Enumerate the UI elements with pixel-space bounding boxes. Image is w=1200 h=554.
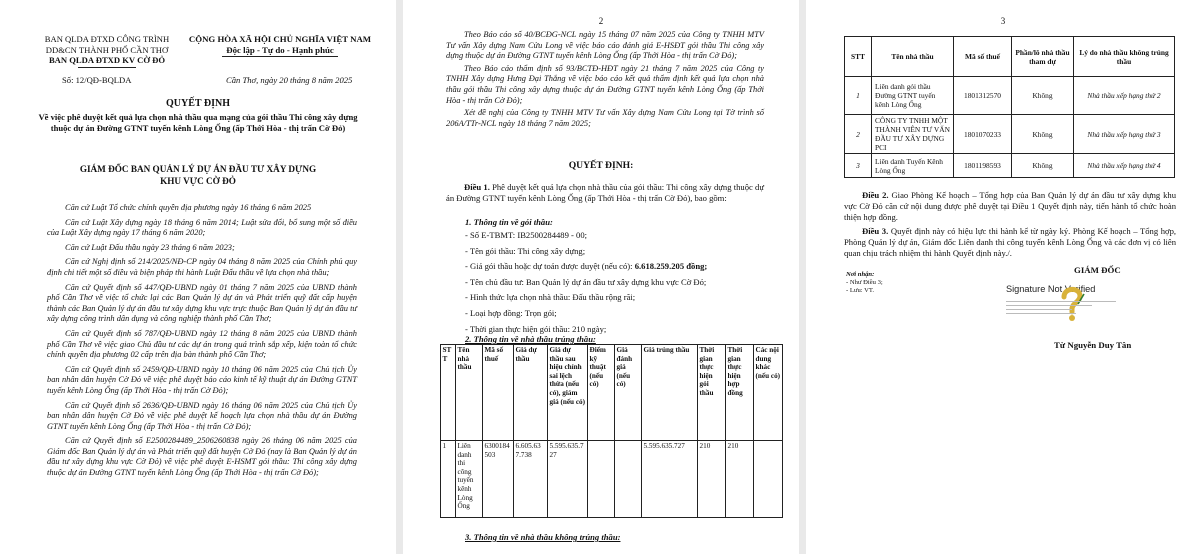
package-info-line: - Loại hợp đồng: Trọn gói; (465, 307, 557, 318)
national-title: CỘNG HÒA XÃ HỘI CHỦ NGHĨA VIỆT NAM (188, 34, 372, 44)
cell-reason: Nhà thầu xếp hạng thứ 4 (1074, 154, 1175, 178)
table-row (845, 154, 1175, 178)
ground-item: Căn cứ Quyết định số 2459/QĐ-UBND ngày 10 tháng 06 năm 2025 của Chủ tịch Ủy ban nhân dân huyện Cờ Đỏ về việc phê duyệt báo cáo kinh tế kỹ thuật dự án Đường GTNT tuyến kênh Lòng Ống (ấp Thới Hòa - thị trấn Cờ Đỏ); (47, 364, 357, 395)
winner-table (440, 344, 783, 518)
digital-signature-stamp (1006, 284, 1136, 328)
agency-line-3: BAN QLDA ĐTXD KV CỜ ĐỎ (48, 55, 166, 65)
issuing-authority: GIÁM ĐỐC BAN QUẢN LÝ DỰ ÁN ĐẦU TƯ XÂY DỰNG KHU VỰC CỜ ĐỎ (79, 164, 317, 186)
col-header-name: Tên nhà thầu (872, 37, 954, 77)
document-page-1 (0, 0, 396, 554)
cell-evaluated (615, 441, 642, 518)
document-subtitle: Về việc phê duyệt kết quả lựa chọn nhà thầu qua mạng của gói thầu Thi công xây dựng thuộc dự án Đường GTNT tuyến kênh Lòng Ống (ấp Thới Hòa - thị trấn Cờ Đỏ) (38, 112, 358, 133)
cell-stt: 1 (845, 77, 872, 115)
signature-status: Signature Not Verified (1006, 284, 1096, 294)
package-info (465, 230, 765, 335)
signer-title: GIÁM ĐỐC (1074, 265, 1121, 275)
ground-item: Căn cứ Quyết định số 447/QĐ-UBND ngày 01 tháng 7 năm 2025 của UBND thành phố Cần Thơ về việc tổ chức lại các Ban Quản lý dự án và Phát triển quỹ đất cấp huyện thành các Ban Quản lý dự án đầu tư xây dựng khu vực trực thuộc Ban Quản lý dự án đầu tư xây dựng công trình dân dụng và công nghiệp thành phố Cần Thơ; (47, 282, 357, 324)
recipients-label: Nơi nhận: (846, 271, 875, 278)
table-row (441, 441, 783, 518)
article-3-label: Điều 3. (862, 226, 889, 236)
agency-underline (78, 67, 136, 68)
report-paragraph: Theo Báo cáo thẩm định số 93/BCTĐ-HĐT ngày 21 tháng 7 năm 2025 của Công ty TNHH Xây dựng Hưng Đại Thắng về việc báo cáo kết quả thẩm định kết quả lựa chọn nhà thầu gói thầu Thi công xây dựng thuộc dự án Đường GTNT tuyến kênh Lòng Ống (ấp Thới Hòa - thị trấn Cờ Đỏ); (446, 63, 764, 105)
col-header-winning: Giá trúng thầu (642, 345, 698, 441)
ground-item: Căn cứ Nghị định số 214/2025/NĐ-CP ngày 04 tháng 8 năm 2025 của Chính phủ quy định chi tiết một số điều và biện pháp thi hành Luật Đấu thầu về lựa chọn nhà thầu; (47, 257, 357, 277)
cell-reason: Nhà thầu xếp hạng thứ 2 (1074, 77, 1175, 115)
col-header-evaluated: Giá đánh giá (nếu có) (615, 345, 642, 441)
section-2-heading: 2. Thông tin về nhà thầu trúng thầu: (465, 334, 596, 344)
article-2-label: Điều 2. (862, 190, 889, 200)
cell-lot: Không (1012, 77, 1074, 115)
cell-name: Liên danh gói thầu Đường GTNT tuyến kênh Lòng Ống (872, 77, 954, 115)
motto-underline (222, 56, 338, 57)
ground-item: Căn cứ Luật Xây dựng ngày 18 tháng 6 năm 2014; Luật sửa đổi, bổ sung một số điều của Luật Xây dựng ngày 17 tháng 6 năm 2020; (47, 217, 357, 238)
col-header-package-time: Thời gian thực hiện gói thầu (698, 345, 726, 441)
col-header-stt: ST T (441, 345, 456, 441)
national-header (174, 34, 386, 55)
article-1-text: Phê duyệt kết quả lựa chọn nhà thầu của gói thầu: Thi công xây dựng thuộc dự án Đường GTNT tuyến kênh Lòng Ống (ấp Thới Hòa - thị trấn Cờ Đỏ), bao gồm: (446, 182, 764, 203)
document-page-3 (806, 0, 1200, 554)
winner-table-header (441, 345, 783, 441)
recipient-item: - Lưu: VT. (846, 287, 875, 294)
signature-details-lines (1006, 298, 1132, 317)
cell-tax: 1801198593 (954, 154, 1012, 178)
package-info-line: - Thời gian thực hiện gói thầu: 210 ngày; (465, 323, 607, 334)
page-number: 2 (598, 16, 604, 26)
col-header-contract-time: Thời gian thực hiện hợp đồng (726, 345, 754, 441)
package-info-line: - Tên gói thầu: Thi công xây dựng; (465, 245, 586, 256)
col-header-bid: Giá dự thầu (514, 345, 548, 441)
cell-reason: Nhà thầu xếp hạng thứ 3 (1074, 115, 1175, 154)
agency-line-1: BAN QLDA ĐTXD CÔNG TRÌNH (44, 34, 170, 44)
cell-tax: 6300184503 (483, 441, 514, 518)
cell-stt: 2 (845, 115, 872, 154)
article-2-text: Giao Phòng Kế hoạch – Tổng hợp của Ban Quản lý dự án đầu tư xây dựng khu vực Cờ Đỏ căn cứ nội dung được phê duyệt tại Điều 1 Quyết định này, tiến hành tổ chức hoàn thiện hợp đồng. (844, 190, 1177, 222)
national-motto: Độc lập - Tự do - Hạnh phúc (226, 44, 334, 55)
section-1-heading: 1. Thông tin về gói thầu: (465, 217, 553, 227)
cell-contract-time: 210 (726, 441, 754, 518)
recipient-item: - Như Điều 3; (846, 279, 883, 286)
article-3 (844, 226, 1176, 259)
decision-heading: QUYẾT ĐỊNH: (568, 160, 634, 171)
cell-technical (588, 441, 615, 518)
cell-bid: 6.605.637.738 (514, 441, 548, 518)
col-header-stt: STT (845, 37, 872, 77)
col-header-tax: Mã số thuế (954, 37, 1012, 77)
loser-table-header (845, 37, 1175, 77)
ground-item: Căn cứ Quyết định số 787/QĐ-UBND ngày 12 tháng 8 năm 2025 của UBND thành phố Cần Thơ về việc giao Chủ đầu tư các dự án trong quá trình sắp xếp, kiện toàn tổ chức chính quyền địa phương 02 cấp trên địa bàn thành phố Cần Thơ; (47, 328, 357, 360)
cell-tax: 1801312570 (954, 77, 1012, 115)
ground-item: Căn cứ Quyết định số 2636/QĐ-UBND ngày 16 tháng 06 năm 2025 của Chủ tịch Ủy ban nhân dân huyện Cờ Đỏ về việc phê duyệt kế hoạch lựa chọn nhà thầu dự án Đường GTNT tuyến kênh Lòng Ống (ấp Thới Hòa - thị trấn Cờ Đỏ); (47, 400, 357, 431)
col-header-adjusted: Giá dự thầu sau hiệu chỉnh sai lệch thừa (nếu có), giảm giá (nếu có) (548, 345, 588, 441)
article-1 (446, 182, 764, 204)
recipients-block (846, 271, 883, 295)
cell-stt: 3 (845, 154, 872, 178)
cell-lot: Không (1012, 115, 1074, 154)
cell-name: Liên danh thi công tuyến kênh Lòng Ống (456, 441, 483, 518)
signer-name: Từ Nguyễn Duy Tân (1054, 340, 1132, 350)
package-info-line: - Số E-TBMT: IB2500284489 - 00; (465, 230, 588, 240)
package-price-label: - Giá gói thầu hoặc dự toán được duyệt (nếu có): (465, 261, 635, 272)
article-1-label: Điều 1. (464, 182, 490, 192)
table-row (845, 115, 1175, 154)
ground-item: Căn cứ Luật Tổ chức chính quyền địa phương ngày 16 tháng 6 năm 2025 (65, 203, 312, 212)
ground-item: Căn cứ Luật Đấu thầu ngày 23 tháng 6 năm 2023; (65, 242, 235, 252)
page-number: 3 (1000, 16, 1006, 26)
document-title: QUYẾT ĐỊNH (166, 98, 230, 109)
package-info-line: - Hình thức lựa chọn nhà thầu: Đấu thầu rộng rãi; (465, 292, 636, 303)
package-price-line (465, 261, 765, 272)
agency-line-2: DD&CN THÀNH PHỐ CẦN THƠ (45, 44, 169, 55)
place-and-date: Cần Thơ, ngày 20 tháng 8 năm 2025 (226, 75, 353, 85)
package-info-line: - Tên chủ đầu tư: Ban Quản lý dự án đầu tư xây dựng khu vực Cờ Đỏ; (465, 276, 707, 287)
report-paragraph: Xét đề nghị của Công ty TNHH MTV Tư vấn Xây dựng Nam Cửu Long tại Tờ trình số 206A/TTr-NCL ngày 18 tháng 7 năm 2025; (446, 108, 764, 128)
issuing-agency (22, 34, 192, 66)
document-page-2 (403, 0, 799, 554)
cell-other (754, 441, 783, 518)
package-price-value: 6.618.259.205 đồng; (634, 261, 708, 272)
report-paragraph: Theo Báo cáo số 40/BCĐG-NCL ngày 15 tháng 07 năm 2025 của Công ty TNHH MTV Tư vấn Xây dựng Nam Cửu Long về việc báo cáo đánh giá E-HSĐT gói thầu Thi công xây dựng thuộc dự án Đường GTNT tuyến kênh Lòng Ống (ấp Thới Hòa - thị trấn Cờ Đỏ); (446, 30, 764, 61)
col-header-tax: Mã số thuế (483, 345, 514, 441)
section-3-heading: 3. Thông tin về nhà thầu không trúng thầu: (465, 532, 621, 542)
col-header-reason: Lý do nhà thầu không trúng thầu (1074, 37, 1175, 77)
legal-grounds (47, 203, 357, 483)
cell-name: Liên danh Tuyến Kênh Lòng Ống (872, 154, 954, 178)
document-number: Số: 12/QĐ-BQLDA (62, 75, 132, 85)
article-2 (844, 190, 1176, 223)
ground-item: Căn cứ Quyết định số E2500284489_2506260838 ngày 26 tháng 06 năm 2025 của Giám đốc Ban Quản lý dự án và Phát triển quỹ đất huyện Cờ Đỏ (nay là Ban Quản lý dự án đầu tư xây dựng khu vực Cờ Đỏ) về việc phê duyệt E-HSMT gói thầu: Thi công xây dựng thuộc dự án Đường GTNT tuyến kênh Lòng Ống (ấp Thới Hòa - thị trấn Cờ Đỏ); (47, 436, 357, 478)
cell-adjusted: 5.595.635.727 (548, 441, 588, 518)
cell-package-time: 210 (698, 441, 726, 518)
cell-name: CÔNG TY TNHH MỘT THÀNH VIÊN TƯ VẤN ĐẦU TƯ XÂY DỰNG PCI (872, 115, 954, 154)
col-header-name: Tên nhà thầu (456, 345, 483, 441)
article-3-text: Quyết định này có hiệu lực thi hành kể từ ngày ký. Phòng Kế hoạch – Tổng hợp, Phòng Quản lý dự án, Giám đốc Liên danh thi công tuyến kênh Lòng Ống và các đơn vị có liên quan chịu trách nhiệm thi hành Quyết định này./. (844, 226, 1177, 258)
reports-block (446, 30, 764, 129)
cell-lot: Không (1012, 154, 1074, 178)
cell-tax: 1801070233 (954, 115, 1012, 154)
loser-table (844, 36, 1175, 178)
col-header-other: Các nội dung khác (nếu có) (754, 345, 783, 441)
cell-stt: 1 (441, 441, 456, 518)
col-header-technical: Điểm kỹ thuật (nếu có) (588, 345, 615, 441)
col-header-lot: Phần/lô nhà thầu tham dự (1012, 37, 1074, 77)
cell-winning: 5.595.635.727 (642, 441, 698, 518)
table-row (845, 77, 1175, 115)
